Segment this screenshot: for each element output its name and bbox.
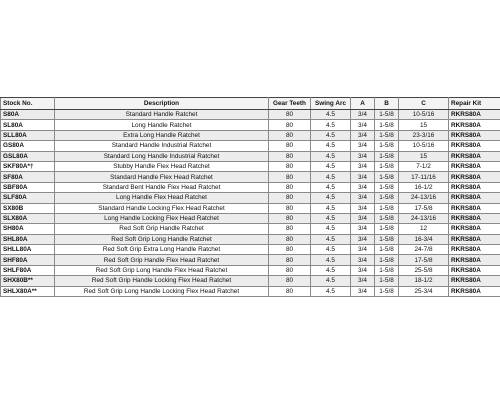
dim-a-cell: 3/4 — [351, 245, 375, 255]
dim-b-cell: 1-5/8 — [375, 234, 399, 244]
description-cell: Standard Long Handle Industrial Ratchet — [55, 151, 269, 161]
repair-kit-cell: RKRS80A — [449, 110, 500, 120]
repair-kit-cell: RKRS80A — [449, 203, 500, 213]
dim-c-cell: 12 — [399, 224, 449, 234]
repair-kit-cell: RKRS80A — [449, 161, 500, 171]
dim-c-cell: 25-3/4 — [399, 286, 449, 296]
gear-teeth-cell: 80 — [269, 130, 311, 140]
gear-teeth-cell: 80 — [269, 286, 311, 296]
stock-no-cell: SBF80A — [1, 182, 55, 192]
dim-c-cell: 15 — [399, 120, 449, 130]
table-row — [1, 286, 500, 296]
stock-no-cell: SHF80A — [1, 255, 55, 265]
table-body — [1, 110, 500, 297]
repair-kit-cell: RKRS80A — [449, 151, 500, 161]
header-c: C — [399, 98, 449, 110]
table-row — [1, 234, 500, 244]
description-cell: Red Soft Grip Long Handle Ratchet — [55, 234, 269, 244]
header-description: Description — [55, 98, 269, 110]
dim-a-cell: 3/4 — [351, 141, 375, 151]
dim-a-cell: 3/4 — [351, 203, 375, 213]
dim-a-cell: 3/4 — [351, 161, 375, 171]
stock-no-cell: SLX80A — [1, 213, 55, 223]
dim-a-cell: 3/4 — [351, 255, 375, 265]
header-repair-kit: Repair Kit — [449, 98, 500, 110]
dim-c-cell: 10-5/16 — [399, 110, 449, 120]
dim-a-cell: 3/4 — [351, 286, 375, 296]
stock-no-cell: SHLF80A — [1, 265, 55, 275]
repair-kit-cell: RKRS80A — [449, 172, 500, 182]
stock-no-cell: SKF80A*† — [1, 161, 55, 171]
table-row — [1, 110, 500, 120]
table-row — [1, 265, 500, 275]
dim-a-cell: 3/4 — [351, 213, 375, 223]
dim-c-cell: 23-3/16 — [399, 130, 449, 140]
dim-a-cell: 3/4 — [351, 151, 375, 161]
dim-b-cell: 1-5/8 — [375, 265, 399, 275]
gear-teeth-cell: 80 — [269, 182, 311, 192]
stock-no-cell: SHX80B** — [1, 276, 55, 286]
description-cell: Standard Handle Industrial Ratchet — [55, 141, 269, 151]
repair-kit-cell: RKRS80A — [449, 120, 500, 130]
description-cell: Long Handle Locking Flex Head Ratchet — [55, 213, 269, 223]
description-cell: Standard Handle Ratchet — [55, 110, 269, 120]
description-cell: Red Soft Grip Handle Locking Flex Head Ratchet — [55, 276, 269, 286]
dim-c-cell: 16-3/4 — [399, 234, 449, 244]
dim-b-cell: 1-5/8 — [375, 224, 399, 234]
repair-kit-cell: RKRS80A — [449, 141, 500, 151]
description-cell: Red Soft Grip Extra Long Handle Ratchet — [55, 245, 269, 255]
header-row — [1, 98, 500, 110]
swing-arc-cell: 4.5 — [311, 255, 351, 265]
description-cell: Long Handle Flex Head Ratchet — [55, 193, 269, 203]
table-row — [1, 172, 500, 182]
table-row — [1, 161, 500, 171]
table-row — [1, 151, 500, 161]
header-swing-arc: Swing Arc — [311, 98, 351, 110]
swing-arc-cell: 4.5 — [311, 276, 351, 286]
table-row — [1, 276, 500, 286]
dim-c-cell: 16-1/2 — [399, 182, 449, 192]
swing-arc-cell: 4.5 — [311, 286, 351, 296]
dim-b-cell: 1-5/8 — [375, 245, 399, 255]
table-row — [1, 141, 500, 151]
dim-a-cell: 3/4 — [351, 120, 375, 130]
dim-b-cell: 1-5/8 — [375, 130, 399, 140]
description-cell: Long Handle Ratchet — [55, 120, 269, 130]
dim-a-cell: 3/4 — [351, 130, 375, 140]
stock-no-cell: SLF80A — [1, 193, 55, 203]
stock-no-cell: S80A — [1, 110, 55, 120]
swing-arc-cell: 4.5 — [311, 161, 351, 171]
table-header — [1, 98, 500, 110]
dim-a-cell: 3/4 — [351, 276, 375, 286]
repair-kit-cell: RKRS80A — [449, 234, 500, 244]
dim-c-cell: 24-13/16 — [399, 213, 449, 223]
dim-b-cell: 1-5/8 — [375, 286, 399, 296]
stock-no-cell: GSL80A — [1, 151, 55, 161]
stock-no-cell: SHLL80A — [1, 245, 55, 255]
dim-b-cell: 1-5/8 — [375, 141, 399, 151]
dim-b-cell: 1-5/8 — [375, 203, 399, 213]
stock-no-cell: SF80A — [1, 172, 55, 182]
description-cell: Standard Handle Flex Head Ratchet — [55, 172, 269, 182]
ratchet-spec-table-container — [0, 97, 500, 297]
gear-teeth-cell: 80 — [269, 245, 311, 255]
dim-a-cell: 3/4 — [351, 193, 375, 203]
dim-c-cell: 15 — [399, 151, 449, 161]
description-cell: Stubby Handle Flex Head Ratchet — [55, 161, 269, 171]
dim-b-cell: 1-5/8 — [375, 255, 399, 265]
dim-b-cell: 1-5/8 — [375, 172, 399, 182]
description-cell: Red Soft Grip Long Handle Locking Flex Head Ratchet — [55, 286, 269, 296]
stock-no-cell: SX80B — [1, 203, 55, 213]
repair-kit-cell: RKRS80A — [449, 224, 500, 234]
stock-no-cell: SL80A — [1, 120, 55, 130]
repair-kit-cell: RKRS80A — [449, 245, 500, 255]
swing-arc-cell: 4.5 — [311, 110, 351, 120]
gear-teeth-cell: 80 — [269, 234, 311, 244]
dim-a-cell: 3/4 — [351, 265, 375, 275]
swing-arc-cell: 4.5 — [311, 224, 351, 234]
description-cell: Red Soft Grip Handle Flex Head Ratchet — [55, 255, 269, 265]
swing-arc-cell: 4.5 — [311, 245, 351, 255]
description-cell: Standard Handle Locking Flex Head Ratchet — [55, 203, 269, 213]
stock-no-cell: SHL80A — [1, 234, 55, 244]
swing-arc-cell: 4.5 — [311, 120, 351, 130]
repair-kit-cell: RKRS80A — [449, 265, 500, 275]
dim-c-cell: 7-1/2 — [399, 161, 449, 171]
swing-arc-cell: 4.5 — [311, 141, 351, 151]
repair-kit-cell: RKRS80A — [449, 130, 500, 140]
swing-arc-cell: 4.5 — [311, 234, 351, 244]
ratchet-spec-table — [0, 97, 500, 297]
dim-b-cell: 1-5/8 — [375, 120, 399, 130]
description-cell: Red Soft Grip Handle Ratchet — [55, 224, 269, 234]
dim-b-cell: 1-5/8 — [375, 151, 399, 161]
dim-c-cell: 25-5/8 — [399, 265, 449, 275]
dim-a-cell: 3/4 — [351, 234, 375, 244]
table-row — [1, 130, 500, 140]
header-b: B — [375, 98, 399, 110]
table-row — [1, 193, 500, 203]
table-row — [1, 203, 500, 213]
dim-c-cell: 24-7/8 — [399, 245, 449, 255]
gear-teeth-cell: 80 — [269, 172, 311, 182]
gear-teeth-cell: 80 — [269, 110, 311, 120]
stock-no-cell: SHLX80A** — [1, 286, 55, 296]
stock-no-cell: SH80A — [1, 224, 55, 234]
table-row — [1, 213, 500, 223]
swing-arc-cell: 4.5 — [311, 193, 351, 203]
gear-teeth-cell: 80 — [269, 161, 311, 171]
dim-a-cell: 3/4 — [351, 182, 375, 192]
dim-c-cell: 18-1/2 — [399, 276, 449, 286]
table-row — [1, 245, 500, 255]
dim-b-cell: 1-5/8 — [375, 161, 399, 171]
repair-kit-cell: RKRS80A — [449, 276, 500, 286]
swing-arc-cell: 4.5 — [311, 172, 351, 182]
description-cell: Extra Long Handle Ratchet — [55, 130, 269, 140]
gear-teeth-cell: 80 — [269, 213, 311, 223]
dim-b-cell: 1-5/8 — [375, 213, 399, 223]
repair-kit-cell: RKRS80A — [449, 213, 500, 223]
gear-teeth-cell: 80 — [269, 203, 311, 213]
description-cell: Red Soft Grip Long Handle Flex Head Ratchet — [55, 265, 269, 275]
dim-a-cell: 3/4 — [351, 224, 375, 234]
dim-a-cell: 3/4 — [351, 110, 375, 120]
dim-b-cell: 1-5/8 — [375, 182, 399, 192]
table-row — [1, 120, 500, 130]
dim-c-cell: 10-5/16 — [399, 141, 449, 151]
repair-kit-cell: RKRS80A — [449, 193, 500, 203]
stock-no-cell: GS80A — [1, 141, 55, 151]
description-cell: Standard Bent Handle Flex Head Ratchet — [55, 182, 269, 192]
swing-arc-cell: 4.5 — [311, 151, 351, 161]
header-gear-teeth: Gear Teeth — [269, 98, 311, 110]
table-row — [1, 255, 500, 265]
swing-arc-cell: 4.5 — [311, 203, 351, 213]
gear-teeth-cell: 80 — [269, 255, 311, 265]
dim-c-cell: 24-13/16 — [399, 193, 449, 203]
table-row — [1, 224, 500, 234]
gear-teeth-cell: 80 — [269, 141, 311, 151]
header-stock-no: Stock No. — [1, 98, 55, 110]
repair-kit-cell: RKRS80A — [449, 255, 500, 265]
dim-c-cell: 17-11/16 — [399, 172, 449, 182]
table-row — [1, 182, 500, 192]
repair-kit-cell: RKRS80A — [449, 182, 500, 192]
gear-teeth-cell: 80 — [269, 265, 311, 275]
swing-arc-cell: 4.5 — [311, 182, 351, 192]
dim-b-cell: 1-5/8 — [375, 276, 399, 286]
dim-c-cell: 17-5/8 — [399, 255, 449, 265]
gear-teeth-cell: 80 — [269, 193, 311, 203]
gear-teeth-cell: 80 — [269, 151, 311, 161]
dim-b-cell: 1-5/8 — [375, 193, 399, 203]
gear-teeth-cell: 80 — [269, 120, 311, 130]
gear-teeth-cell: 80 — [269, 224, 311, 234]
repair-kit-cell: RKRS80A — [449, 286, 500, 296]
swing-arc-cell: 4.5 — [311, 265, 351, 275]
swing-arc-cell: 4.5 — [311, 130, 351, 140]
stock-no-cell: SLL80A — [1, 130, 55, 140]
gear-teeth-cell: 80 — [269, 276, 311, 286]
header-a: A — [351, 98, 375, 110]
dim-c-cell: 17-5/8 — [399, 203, 449, 213]
dim-b-cell: 1-5/8 — [375, 110, 399, 120]
dim-a-cell: 3/4 — [351, 172, 375, 182]
swing-arc-cell: 4.5 — [311, 213, 351, 223]
